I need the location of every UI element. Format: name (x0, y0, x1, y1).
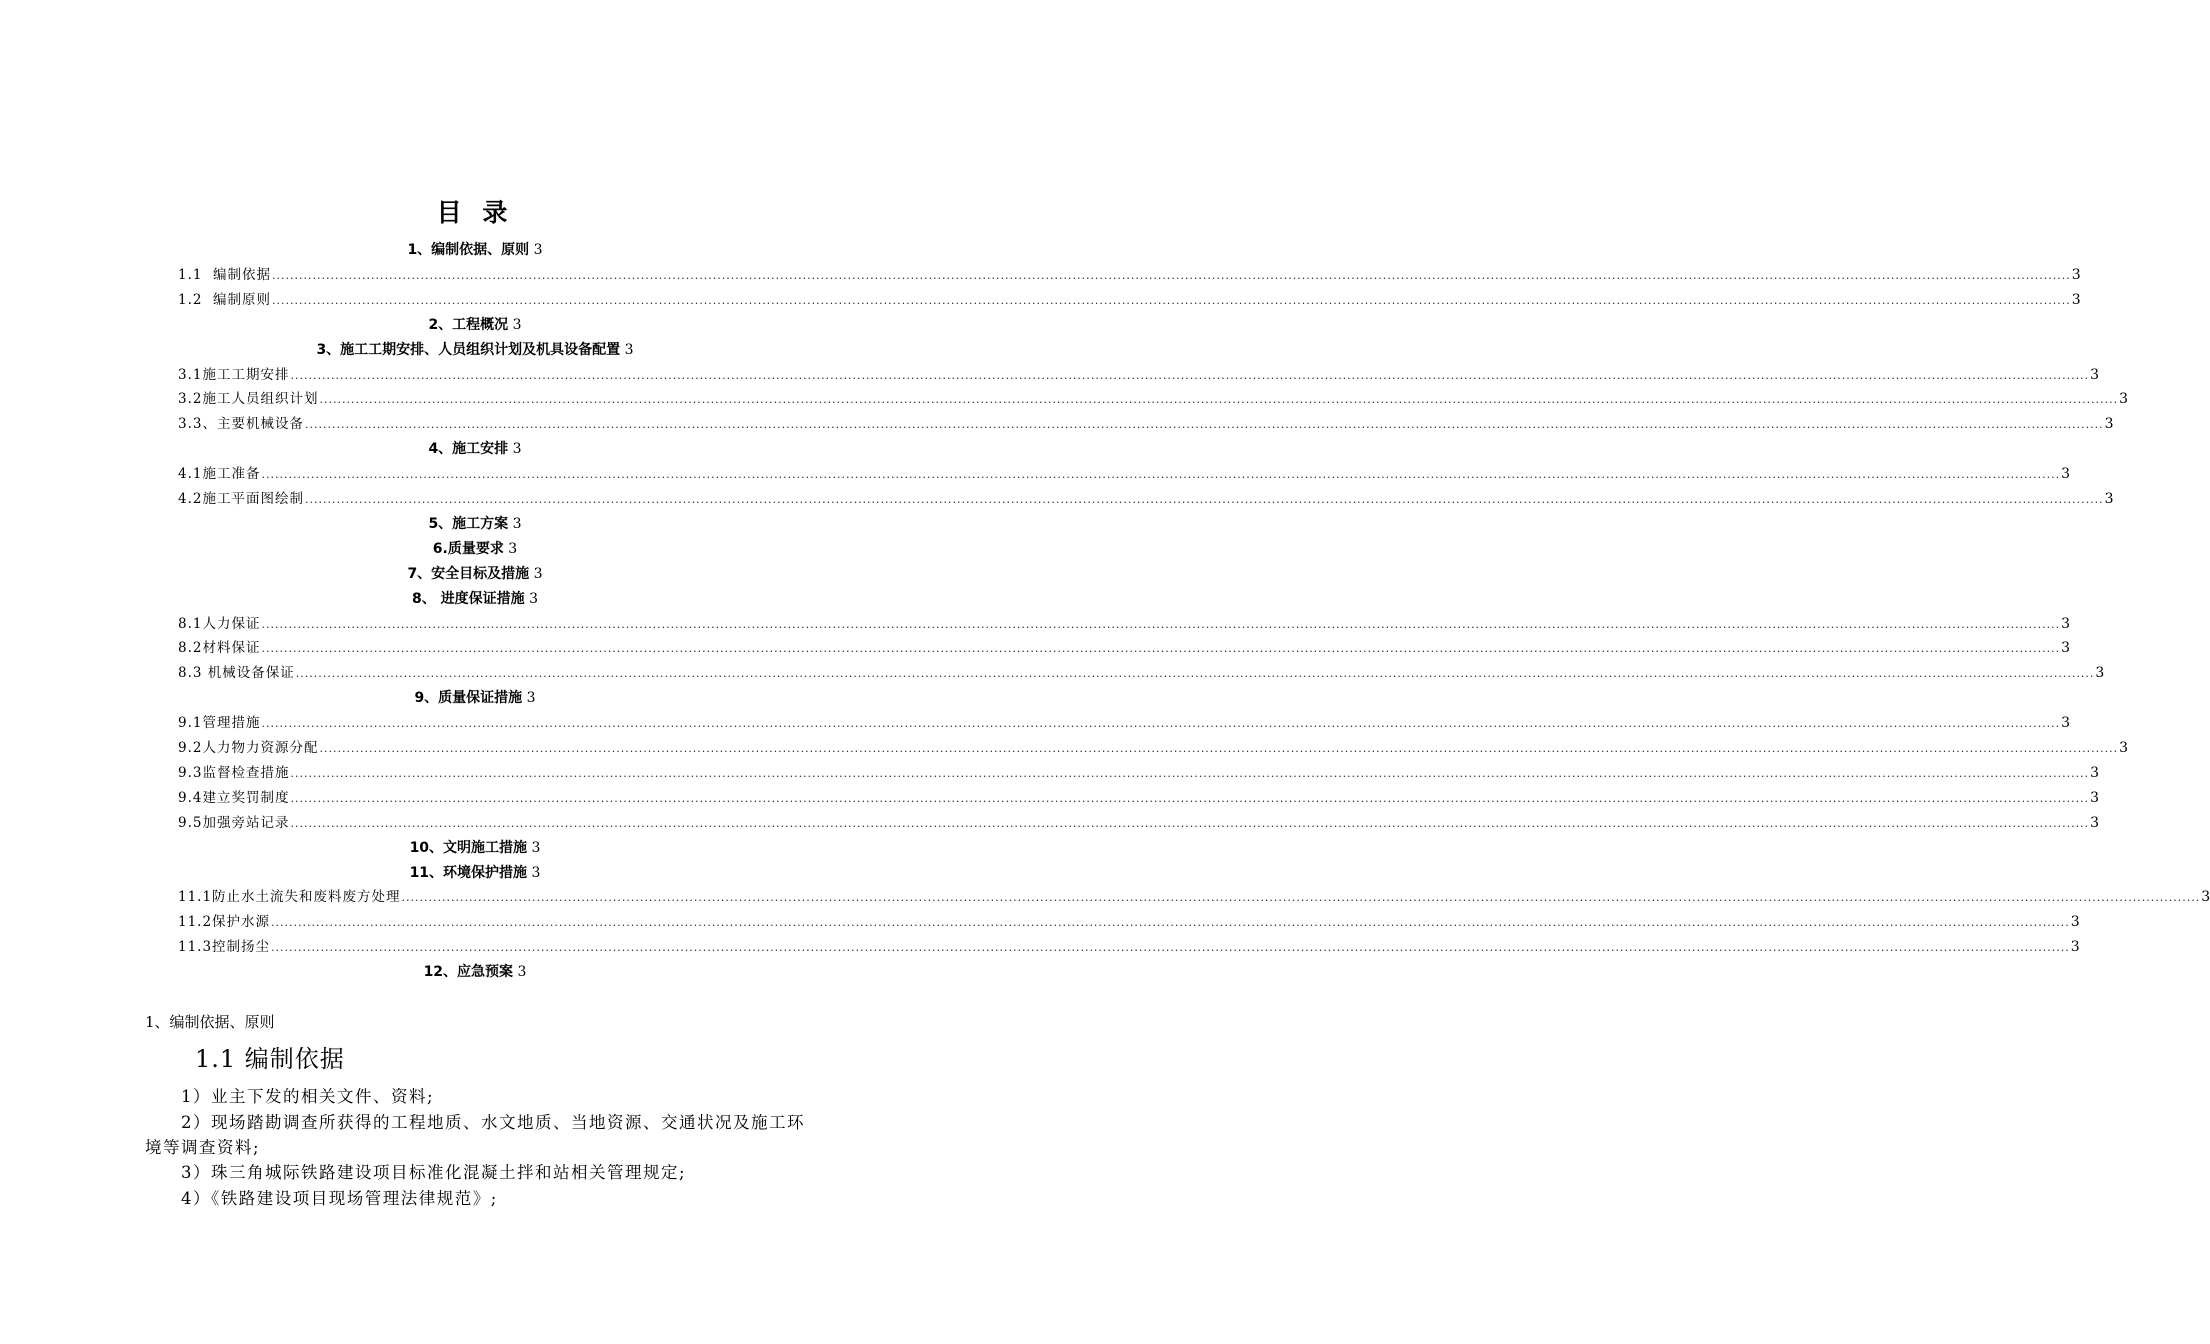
toc-section-entry[interactable] (0, 588, 950, 610)
toc-page-number: 3 (512, 515, 522, 532)
toc-page-number: 3 (2061, 640, 2071, 657)
toc-section-entry[interactable] (0, 538, 950, 560)
toc-entry-label: 9.5加强旁站记录 (178, 814, 290, 831)
toc-dot-leader: ................................................................................................................................................................................................................................................................................................................................................................................................................ (290, 816, 2090, 830)
toc-page-number: 3 (533, 242, 543, 258)
toc-entry-label: 3.2施工人员组织计划 (178, 391, 319, 408)
toc-title: 目 录 (436, 198, 514, 227)
toc-entry-label: 8、 进度保证措施 (412, 590, 525, 607)
toc-entry-label: 8.2材料保证 (178, 640, 261, 657)
toc-entry-label: 1.1 编制依据 (178, 266, 272, 283)
toc-dot-leader: ................................................................................................................................................................................................................................................................................................................................................................................................................ (290, 766, 2090, 780)
toc-dot-leader: ................................................................................................................................................................................................................................................................................................................................................................................................................ (261, 717, 2061, 731)
toc-dot-leader: ................................................................................................................................................................................................................................................................................................................................................................................................................ (401, 891, 2201, 905)
toc-entry-label: 11.2保护水源 (178, 914, 271, 931)
toc-subsection-entry[interactable] (178, 388, 2129, 410)
toc-entry-label: 3.1施工工期安排 (178, 366, 290, 383)
toc-page-number: 3 (531, 839, 541, 856)
toc-dot-leader: ................................................................................................................................................................................................................................................................................................................................................................................................................ (261, 617, 2061, 631)
toc-page-number: 3 (2061, 466, 2071, 483)
toc-entry-label: 4.2施工平面图绘制 (178, 491, 304, 507)
toc-subsection-entry[interactable] (178, 712, 2071, 734)
toc-subsection-entry[interactable] (178, 637, 2071, 659)
toc-page-number: 3 (2119, 740, 2129, 756)
toc-subsection-entry[interactable] (178, 289, 2081, 311)
section-heading: 1、编制依据、原则 (145, 1013, 275, 1031)
toc-entry-label: 8.1人力保证 (178, 615, 261, 632)
body-paragraph: 2）现场踏勘调查所获得的工程地质、水文地质、当地资源、交通状况及施工环境等调查资料; (145, 1113, 805, 1157)
toc-dot-leader: ................................................................................................................................................................................................................................................................................................................................................................................................................ (261, 642, 2061, 656)
toc-section-entry[interactable] (0, 837, 950, 859)
toc-page-number: 3 (624, 341, 634, 358)
toc-dot-leader: ................................................................................................................................................................................................................................................................................................................................................................................................................ (295, 667, 2095, 681)
toc-entry-label: 4、施工安排 (428, 441, 509, 458)
toc-subsection-entry[interactable] (178, 264, 2081, 286)
toc-entry-label: 3、施工工期安排、人员组织计划及机具设备配置 (316, 341, 621, 358)
toc-page-number: 3 (2090, 366, 2100, 383)
toc-subsection-entry[interactable] (178, 662, 2105, 684)
body-paragraph: 1）业主下发的相关文件、资料; (181, 1087, 435, 1106)
toc-dot-leader: ................................................................................................................................................................................................................................................................................................................................................................................................................ (304, 493, 2104, 506)
toc-section-entry[interactable] (0, 563, 950, 585)
toc-section-entry[interactable] (0, 239, 950, 261)
toc-entry-label: 9.4建立奖罚制度 (178, 789, 290, 806)
toc-page-number: 3 (2090, 789, 2100, 806)
toc-subsection-entry[interactable] (178, 364, 2100, 386)
toc-page-number: 3 (2119, 391, 2129, 408)
toc-page-number: 3 (2070, 939, 2080, 956)
toc-page-number: 3 (2090, 814, 2100, 831)
toc-subsection-entry[interactable] (178, 886, 2210, 908)
toc-entry-label: 12、应急预案 (423, 964, 514, 981)
toc-dot-leader: ................................................................................................................................................................................................................................................................................................................................................................................................................ (261, 468, 2061, 482)
body-paragraph: 4）《铁路建设项目现场管理法律规范》; (181, 1189, 498, 1208)
toc-entry-label: 9.3监督检查措施 (178, 764, 290, 781)
toc-dot-leader: ................................................................................................................................................................................................................................................................................................................................................................................................................ (271, 941, 2070, 955)
toc-entry-label: 11.1防止水土流失和废料废方处理 (178, 889, 401, 906)
toc-entry-label: 10、文明施工措施 (409, 839, 528, 856)
toc-subsection-entry[interactable] (178, 911, 2080, 933)
toc-subsection-entry[interactable] (178, 762, 2100, 784)
toc-entry-label: 2、工程概况 (428, 316, 509, 333)
toc-page-number: 3 (529, 590, 538, 607)
toc-page-number: 3 (2095, 665, 2105, 682)
toc-entry-label: 7、安全目标及措施 (407, 565, 530, 582)
toc-entry-label: 1.2 编制原则 (178, 291, 272, 308)
toc-subsection-entry[interactable] (178, 812, 2100, 834)
toc-subsection-entry[interactable] (178, 613, 2071, 635)
toc-page-number: 3 (512, 316, 522, 333)
subsection-heading: 1.1 编制依据 (195, 1045, 345, 1073)
toc-entry-label: 11、环境保护措施 (409, 864, 528, 881)
toc-page-number: 3 (526, 690, 536, 707)
toc-page-number: 3 (531, 864, 541, 881)
toc-page-number: 3 (2071, 266, 2081, 283)
toc-section-entry[interactable] (0, 339, 950, 361)
toc-section-entry[interactable] (0, 961, 950, 983)
toc-page-number: 3 (2061, 615, 2071, 632)
toc-entry-label: 9.2人力物力资源分配 (178, 740, 319, 756)
toc-entry-label: 1、编制依据、原则 (407, 242, 530, 258)
toc-page-number: 3 (2061, 715, 2071, 732)
toc-dot-leader: ................................................................................................................................................................................................................................................................................................................................................................................................................ (319, 393, 2119, 407)
toc-section-entry[interactable] (0, 687, 950, 709)
toc-dot-leader: ................................................................................................................................................................................................................................................................................................................................................................................................................ (271, 916, 2070, 930)
toc-dot-leader: ................................................................................................................................................................................................................................................................................................................................................................................................................ (304, 418, 2104, 432)
toc-subsection-entry[interactable] (178, 737, 2129, 759)
toc-page-number: 3 (508, 540, 518, 557)
toc-page-number: 3 (2104, 491, 2114, 507)
toc-dot-leader: ................................................................................................................................................................................................................................................................................................................................................................................................................ (272, 268, 2071, 282)
toc-section-entry[interactable] (0, 438, 950, 460)
toc-page-number: 3 (512, 441, 522, 458)
toc-entry-label: 3.3、主要机械设备 (178, 416, 304, 433)
toc-page-number: 3 (2070, 914, 2080, 931)
toc-subsection-entry[interactable] (178, 787, 2100, 809)
toc-section-entry[interactable] (0, 314, 950, 336)
toc-dot-leader: ................................................................................................................................................................................................................................................................................................................................................................................................................ (319, 742, 2119, 755)
toc-entry-label: 9.1管理措施 (178, 715, 261, 732)
toc-subsection-entry[interactable] (178, 463, 2071, 485)
toc-section-entry[interactable] (0, 513, 950, 535)
toc-subsection-entry[interactable] (178, 936, 2080, 958)
toc-entry-label: 8.3 机械设备保证 (178, 665, 295, 682)
toc-dot-leader: ................................................................................................................................................................................................................................................................................................................................................................................................................ (272, 293, 2071, 307)
toc-subsection-entry[interactable] (178, 413, 2114, 435)
toc-section-entry[interactable] (0, 862, 950, 884)
toc-entry-label: 9、质量保证措施 (414, 690, 523, 707)
toc-entry-label: 5、施工方案 (428, 515, 509, 532)
toc-subsection-entry[interactable] (178, 488, 2114, 510)
toc-page-number: 3 (517, 964, 527, 981)
toc-entry-label: 11.3控制扬尘 (178, 939, 271, 956)
toc-page-number: 3 (2104, 416, 2114, 433)
toc-page-number: 3 (2201, 889, 2210, 906)
toc-entry-label: 4.1施工准备 (178, 466, 261, 483)
toc-page-number: 3 (533, 565, 543, 582)
toc-dot-leader: ................................................................................................................................................................................................................................................................................................................................................................................................................ (290, 791, 2090, 805)
body-paragraph: 3）珠三角城际铁路建设项目标准化混凝土拌和站相关管理规定; (181, 1163, 687, 1182)
toc-page-number: 3 (2090, 764, 2100, 781)
toc-page-number: 3 (2071, 291, 2081, 308)
toc-dot-leader: ................................................................................................................................................................................................................................................................................................................................................................................................................ (290, 368, 2090, 382)
toc-entry-label: 6.质量要求 (432, 540, 504, 557)
